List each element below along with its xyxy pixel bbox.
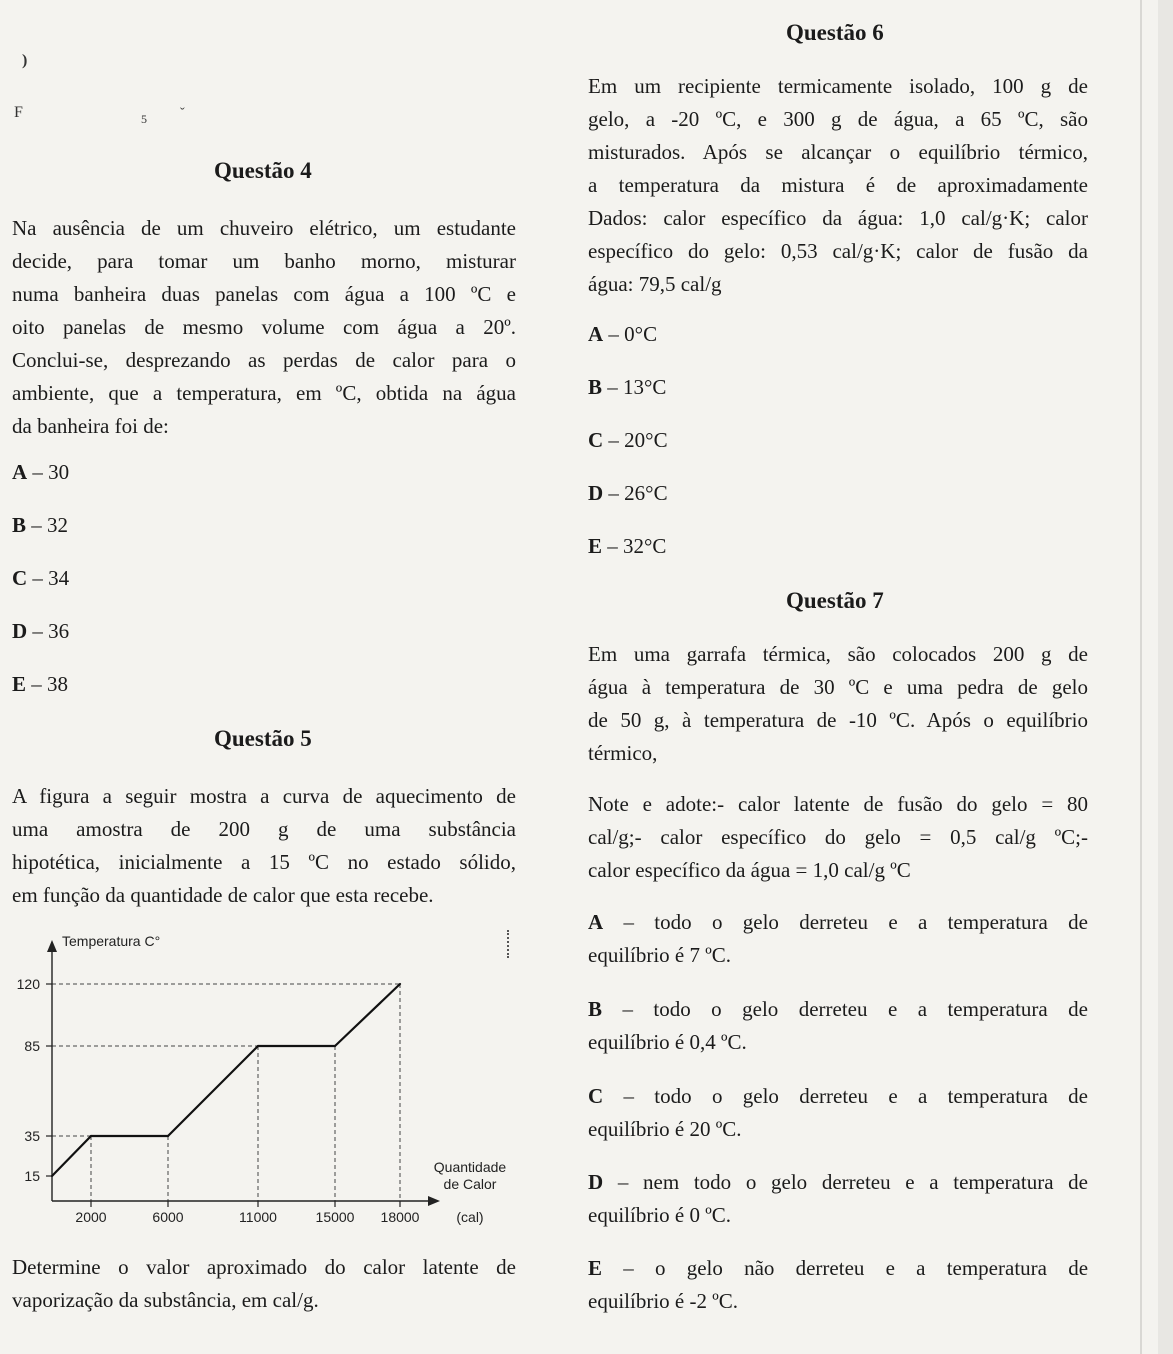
q6-option-b[interactable]: B – 13°C [588,375,667,399]
q4-line: da banheira foi de: [12,414,169,438]
q6-line: Dados: calor específico da água: 1,0 cal/g·K; calor [588,206,1088,230]
margin-mark-5: 5 [141,112,147,126]
chart-x-tick-label: 11000 [239,1209,277,1225]
q4-option-e[interactable]: E – 38 [12,672,69,696]
chart-y-tick-label: 35 [24,1128,40,1144]
q5-line: uma amostra de 200 g de uma substância [12,817,516,841]
page-edge-band [1158,0,1173,1354]
chart-y-tick-label: 85 [24,1038,40,1054]
q5-question-line: vaporização da substância, em cal/g. [12,1288,319,1312]
q7-option-d[interactable]: D – nem todo o gelo derreteu e a temperatura de equilíbrio é 0 ºC. [588,1170,1088,1227]
q4-line: Na ausência de um chuveiro elétrico, um estudante [12,216,516,240]
q6-line: gelo, a -20 ºC, e 300 g de água, a 65 ºC, são [588,107,1088,131]
chart-x-tick-label: 2000 [75,1209,107,1225]
chart-x-axis-arrow [428,1196,440,1206]
chart-x-tick-label: 18000 [380,1209,420,1225]
q7-option-c[interactable]: C – todo o gelo derreteu e a temperatura de equilíbrio é 20 ºC. [588,1084,1088,1141]
q6-line: água: 79,5 cal/g [588,272,722,296]
q6-line: específico do gelo: 0,53 cal/g·K; calor de fusão da [588,239,1088,263]
q4-option-b[interactable]: B – 32 [12,513,69,537]
q7-note-line: cal/g;- calor específico do gelo = 0,5 cal/g ºC;- [588,825,1088,849]
q7-line: térmico, [588,741,658,765]
q4-line: oito panelas de mesmo volume com água a 20º. [12,315,516,339]
q4-line: ambiente, que a temperatura, em ºC, obtida na água [12,381,516,405]
q7-note-line: calor específico da água = 1,0 cal/g ºC [588,858,911,882]
q4-option-a[interactable]: A – 30 [12,460,70,484]
q7-title: Questão 7 [786,588,884,613]
q6-line: misturados. Após se alcançar o equilíbrio térmico, [588,140,1088,164]
q7-option-e[interactable]: E – o gelo não derreteu e a temperatura de equilíbrio é -2 ºC. [588,1256,1089,1313]
q7-line: de 50 g, à temperatura de -10 ºC. Após o equilíbrio [588,708,1088,732]
margin-mark-caron: ˇ [180,106,185,121]
q7-note [588,788,1088,887]
q6-option-a[interactable]: A – 0°C [588,322,658,346]
q4-option-d[interactable]: D – 36 [12,619,70,643]
q7-option-a[interactable]: A – todo o gelo derreteu e a temperatura de equilíbrio é 7 ºC. [588,910,1088,967]
chart-x-tick-label: 6000 [152,1209,184,1225]
q6-statement [588,70,1088,301]
q4-title: Questão 4 [214,158,312,183]
chart-xunit: (cal) [456,1209,484,1225]
chart-curve-segment [52,1136,91,1176]
q5-statement [12,780,516,912]
q5-line: em função da quantidade de calor que esta recebe. [12,883,434,907]
scan-mark [507,930,512,958]
page-edge-line [1140,0,1142,1354]
chart-ylabel: Temperatura C° [62,933,161,949]
q7-line: Em uma garrafa térmica, são colocados 200 g de [588,642,1088,666]
q6-option-c[interactable]: C – 20°C [588,428,668,452]
q7-note-line: Note e adote:- calor latente de fusão do gelo = 80 [588,792,1088,816]
chart-xlabel-line2: de Calor [443,1176,497,1192]
q5-line: hipotética, inicialmente a 15 ºC no estado sólido, [12,850,516,874]
q7-option-b[interactable]: B – todo o gelo derreteu e a temperatura de equilíbrio é 0,4 ºC. [588,997,1089,1054]
q5-title: Questão 5 [214,726,312,751]
q4-line: decide, para tomar um banho morno, misturar [12,249,516,273]
q5-question [12,1251,516,1317]
q5-question-line: Determine o valor aproximado do calor latente de [12,1255,516,1279]
chart-y-tick-label: 15 [24,1168,40,1184]
chart-y-tick-label: 120 [16,976,40,992]
q4-line: Conclui-se, desprezando as perdas de calor para o [12,348,516,372]
q6-line: a temperatura da mistura é de aproximadamente [588,173,1088,197]
q7-statement [588,638,1088,770]
chart-x-tick-label: 15000 [315,1209,355,1225]
q6-option-e[interactable]: E – 32°C [588,534,667,558]
heating-curve-chart [0,918,560,1230]
chart-y-axis-arrow [47,940,57,952]
q4-option-c[interactable]: C – 34 [12,566,70,590]
q7-line: água à temperatura de 30 ºC e uma pedra de gelo [588,675,1088,699]
chart-xlabel-line1: Quantidade [433,1159,507,1175]
margin-mark-f: F [14,104,23,121]
q4-line: numa banheira duas panelas com água a 100 ºC e [12,282,516,306]
q5-line: A figura a seguir mostra a curva de aquecimento de [12,784,516,808]
q4-statement [12,212,516,443]
chart-curve-segment [168,1046,258,1136]
q6-title: Questão 6 [786,20,884,45]
q6-line: Em um recipiente termicamente isolado, 100 g de [588,74,1088,98]
chart-curve-segment [335,984,400,1046]
margin-mark-paren: ) [22,52,28,69]
q6-option-d[interactable]: D – 26°C [588,481,668,505]
